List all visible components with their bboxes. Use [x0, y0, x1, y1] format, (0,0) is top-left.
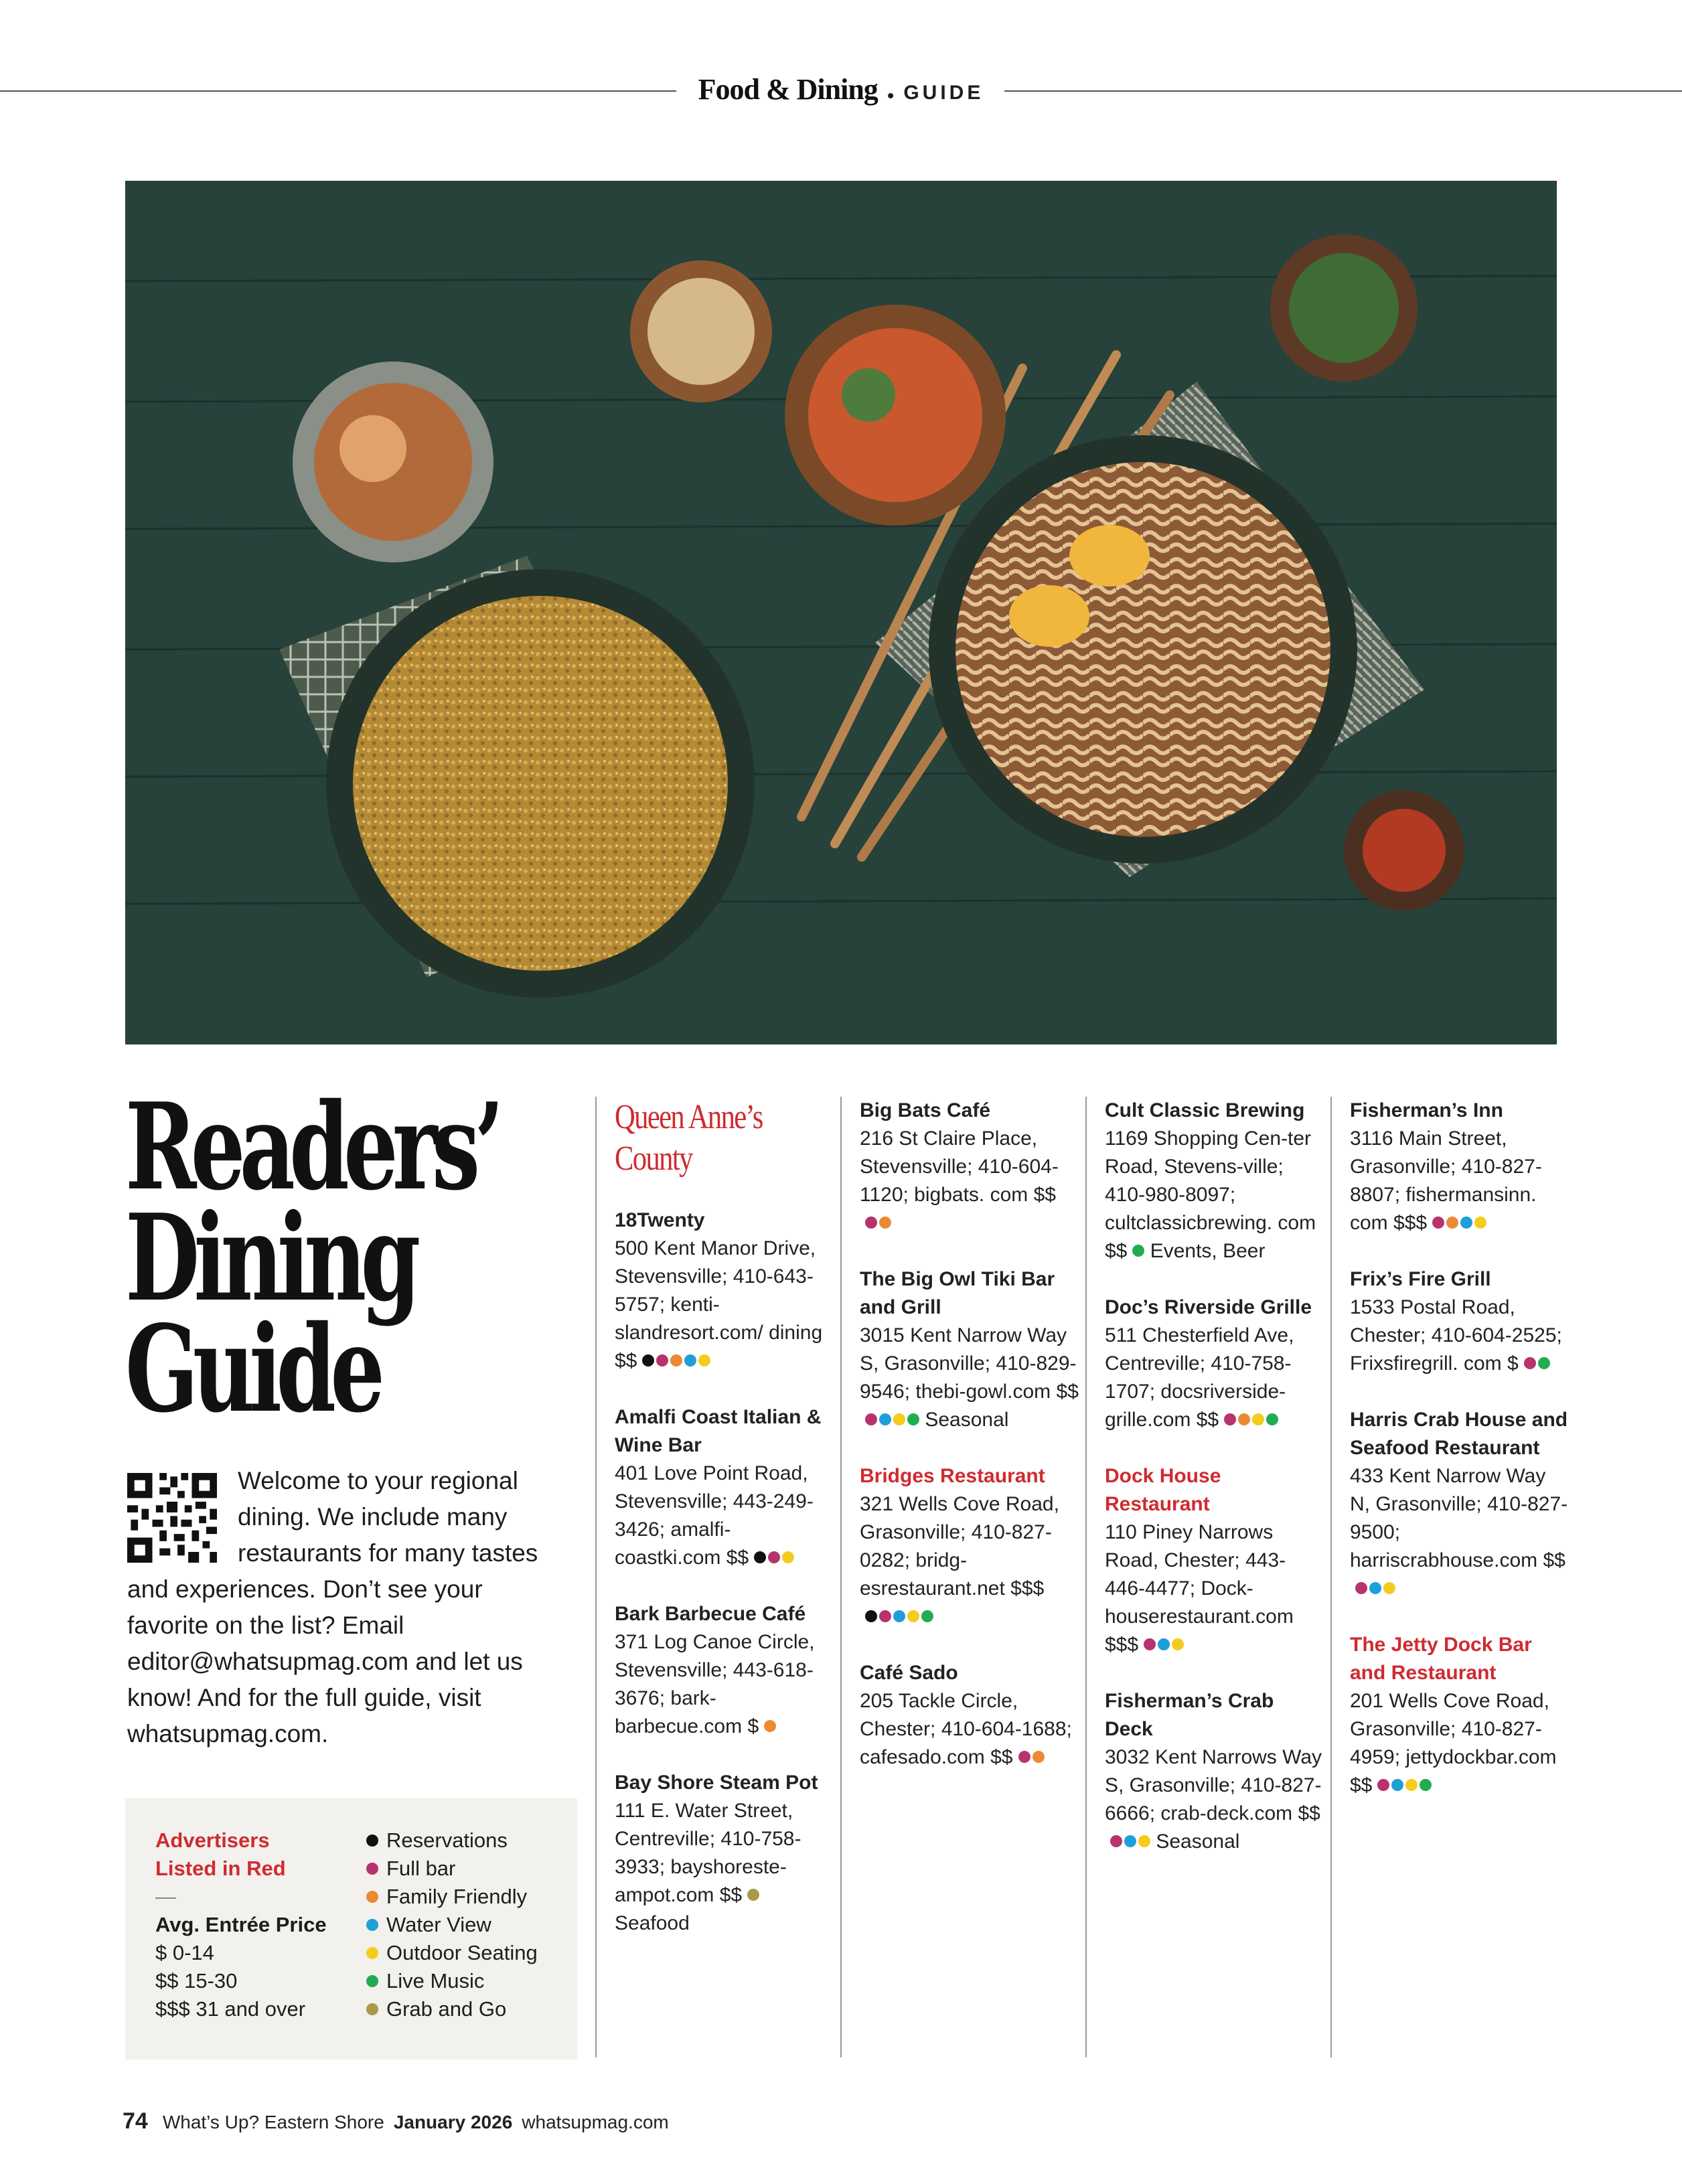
restaurant-details — [615, 1797, 836, 1938]
county-heading-line-2: County — [615, 1140, 692, 1178]
water-dot-icon — [1369, 1582, 1381, 1594]
restaurant-address: 110 Piney Narrows Road, Chester; 443-446-4477; Dock-houserestaurant.com — [1105, 1521, 1294, 1628]
column-divider — [840, 1097, 842, 2057]
amenity-dot-icon — [366, 1975, 378, 1987]
restaurant-name: Bridges Restaurant — [860, 1465, 1045, 1487]
price-tier: $$ — [1350, 1774, 1373, 1796]
grab-dot-icon — [747, 1889, 759, 1901]
issue-date: January 2026 — [393, 2112, 513, 2132]
county-heading-line-1: Queen Anne’s — [615, 1098, 763, 1136]
water-dot-icon — [1460, 1217, 1472, 1229]
price-tier: $$ — [726, 1547, 749, 1569]
price-tier: $$ — [615, 1350, 637, 1372]
restaurant-listing — [615, 1769, 836, 1938]
amenity-dots — [749, 1547, 794, 1569]
listing-column-1 — [615, 1097, 836, 1966]
section-name: Food & Dining — [698, 73, 878, 106]
family-dot-icon — [764, 1720, 776, 1732]
reservations-dot-icon — [754, 1551, 766, 1563]
music-dot-icon — [921, 1610, 933, 1622]
water-dot-icon — [1158, 1638, 1170, 1650]
price-tier-3: $$$ 31 and over — [155, 1997, 306, 2021]
column-divider — [595, 1097, 597, 2057]
amenity-key-item — [366, 1939, 538, 1967]
restaurant-name: Cult Classic Brewing — [1105, 1099, 1305, 1121]
restaurant-details — [1350, 1687, 1571, 1800]
amenity-label: Live Music — [386, 1969, 485, 1993]
restaurant-details — [1350, 1462, 1571, 1603]
amenity-key-item — [366, 1855, 538, 1883]
restaurant-name: Amalfi Coast Italian & Wine Bar — [615, 1406, 822, 1456]
outdoor-dot-icon — [1383, 1582, 1395, 1594]
price-tier: $$ — [1105, 1240, 1128, 1262]
restaurant-details — [1105, 1743, 1326, 1856]
price-tier-1: $ 0-14 — [155, 1941, 214, 1964]
water-dot-icon — [879, 1413, 891, 1425]
full-bar-dot-icon — [1377, 1779, 1389, 1791]
restaurant-details — [615, 1460, 836, 1572]
water-dot-icon — [684, 1354, 696, 1367]
restaurant-name: Harris Crab House and Seafood Restaurant — [1350, 1409, 1568, 1459]
restaurant-listing — [1105, 1462, 1326, 1659]
listing-column-2 — [860, 1097, 1081, 1800]
listing-entries — [860, 1097, 1081, 1772]
publication-name: What’s Up? Eastern Shore — [162, 2112, 384, 2132]
listing-note: Seasonal — [925, 1409, 1009, 1431]
full-bar-dot-icon — [1224, 1413, 1236, 1425]
restaurant-address: 3015 Kent Narrow Way S, Grasonville; 410-829-9546; thebi-gowl.com — [860, 1324, 1077, 1403]
restaurant-listing — [1105, 1097, 1326, 1265]
listing-note: Seasonal — [1156, 1830, 1240, 1853]
music-dot-icon — [1538, 1357, 1550, 1369]
price-tier: $$ — [1298, 1802, 1320, 1824]
column-divider — [1330, 1097, 1332, 2057]
restaurant-listing — [615, 1206, 836, 1375]
restaurant-name: Doc’s Riverside Grille — [1105, 1296, 1312, 1318]
restaurant-address: 433 Kent Narrow Way N, Grasonville; 410-827-9500; harriscrabhouse.com — [1350, 1465, 1568, 1571]
restaurant-address: 3116 Main Street, Grasonville; 410-827-8807; fishermansinn. com — [1350, 1127, 1542, 1234]
amenity-dot-icon — [366, 1891, 378, 1903]
full-bar-dot-icon — [656, 1354, 668, 1367]
restaurant-name: Bay Shore Steam Pot — [615, 1772, 818, 1794]
restaurant-name: The Big Owl Tiki Bar and Grill — [860, 1268, 1055, 1318]
price-tier: $$$ — [1010, 1577, 1045, 1600]
full-bar-dot-icon — [865, 1413, 877, 1425]
restaurant-name: 18Twenty — [615, 1209, 705, 1231]
amenity-dots — [860, 1212, 891, 1234]
restaurant-name: The Jetty Dock Bar and Restaurant — [1350, 1634, 1532, 1684]
outdoor-dot-icon — [907, 1610, 919, 1622]
water-dot-icon — [1124, 1835, 1136, 1847]
music-dot-icon — [1266, 1413, 1278, 1425]
price-key-title: Avg. Entrée Price — [155, 1913, 327, 1936]
family-dot-icon — [670, 1354, 682, 1367]
listing-note: Seafood — [615, 1912, 690, 1934]
restaurant-name: Dock House Restaurant — [1105, 1465, 1221, 1515]
header-label — [0, 70, 1682, 116]
amenity-dots — [1127, 1240, 1144, 1262]
restaurant-details — [615, 1235, 836, 1375]
amenity-dots — [759, 1715, 776, 1737]
full-bar-dot-icon — [865, 1217, 877, 1229]
amenity-dot-icon — [366, 1919, 378, 1931]
full-bar-dot-icon — [1110, 1835, 1122, 1847]
amenity-label: Reservations — [386, 1828, 508, 1852]
full-bar-dot-icon — [879, 1610, 891, 1622]
amenity-key — [366, 1826, 538, 2023]
restaurant-name: Café Sado — [860, 1662, 958, 1684]
restaurant-name: Frix’s Fire Grill — [1350, 1268, 1491, 1290]
full-bar-dot-icon — [768, 1551, 780, 1563]
restaurant-name: Bark Barbecue Café — [615, 1603, 806, 1625]
restaurant-address: 371 Log Canoe Circle, Stevensville; 443-618-3676; bark-barbecue.com — [615, 1631, 815, 1737]
family-dot-icon — [1446, 1217, 1458, 1229]
full-bar-dot-icon — [1018, 1751, 1030, 1763]
amenity-dots — [742, 1884, 759, 1906]
amenity-dots — [1427, 1212, 1486, 1234]
amenity-dots — [637, 1350, 710, 1372]
restaurant-listing — [860, 1462, 1081, 1631]
amenity-key-item — [366, 1995, 538, 2023]
amenity-key-item — [366, 1826, 538, 1855]
restaurant-listing — [615, 1600, 836, 1741]
amenity-dot-icon — [366, 1947, 378, 1959]
legend-divider: — — [155, 1885, 176, 1908]
family-dot-icon — [1238, 1413, 1250, 1425]
header-separator: • — [887, 84, 895, 107]
amenity-dots — [1105, 1830, 1150, 1853]
listing-entries — [1105, 1097, 1326, 1856]
amenity-dots — [860, 1409, 919, 1431]
restaurant-address: 216 St Claire Place, Stevensville; 410-604-1120; bigbats. com — [860, 1127, 1059, 1206]
amenity-dots — [1519, 1352, 1550, 1375]
restaurant-listing — [860, 1659, 1081, 1772]
outdoor-dot-icon — [893, 1413, 905, 1425]
restaurant-listing — [860, 1097, 1081, 1237]
outdoor-dot-icon — [1172, 1638, 1184, 1650]
restaurant-details — [860, 1687, 1081, 1772]
price-tier-2: $$ 15-30 — [155, 1969, 238, 1993]
legend-price-key — [155, 1826, 327, 2023]
restaurant-listing — [860, 1265, 1081, 1434]
amenity-dots — [860, 1606, 933, 1628]
price-tier: $ — [747, 1715, 759, 1737]
restaurant-name: Big Bats Café — [860, 1099, 991, 1121]
music-dot-icon — [1132, 1245, 1144, 1257]
family-dot-icon — [1033, 1751, 1045, 1763]
restaurant-address: 1533 Postal Road, Chester; 410-604-2525; Frixsfiregrill. com — [1350, 1296, 1562, 1375]
advertisers-note: Advertisers Listed in Red — [155, 1828, 286, 1880]
restaurant-details — [860, 1125, 1081, 1237]
title-line-2: Dining — [125, 1188, 415, 1328]
restaurant-address: 321 Wells Cove Road, Grasonville; 410-827-0282; bridg-esrestaurant.net — [860, 1493, 1059, 1600]
section-tag: GUIDE — [903, 82, 984, 104]
restaurant-listing — [1105, 1687, 1326, 1856]
restaurant-address: 201 Wells Cove Road, Grasonville; 410-827-4959; jettydockbar.com — [1350, 1690, 1557, 1768]
restaurant-address: 3032 Kent Narrows Way S, Grasonville; 410-827-6666; crab-deck.com — [1105, 1746, 1322, 1824]
intro-text — [127, 1463, 556, 1752]
title-line-1: Readers’ — [125, 1077, 499, 1217]
restaurant-listing — [615, 1403, 836, 1572]
county-heading — [615, 1097, 796, 1180]
full-bar-dot-icon — [1144, 1638, 1156, 1650]
price-tier: $$$ — [1105, 1634, 1139, 1656]
family-dot-icon — [879, 1217, 891, 1229]
full-bar-dot-icon — [1355, 1582, 1367, 1594]
amenity-label: Grab and Go — [386, 1997, 507, 2021]
outdoor-dot-icon — [1252, 1413, 1264, 1425]
amenity-dots — [1138, 1634, 1184, 1656]
full-bar-dot-icon — [1432, 1217, 1444, 1229]
restaurant-listing — [1350, 1097, 1571, 1237]
restaurant-details — [1350, 1125, 1571, 1237]
music-dot-icon — [1420, 1779, 1432, 1791]
page-footer — [123, 2108, 669, 2134]
restaurant-details — [1350, 1294, 1571, 1378]
restaurant-address: 511 Chesterfield Ave, Centreville; 410-758-1707; docsriverside-grille.com — [1105, 1324, 1294, 1431]
hero-food-photo — [125, 181, 1557, 1044]
page-header — [0, 70, 1682, 110]
restaurant-name: Fisherman’s Crab Deck — [1105, 1690, 1274, 1740]
amenity-key-item — [366, 1911, 538, 1939]
water-dot-icon — [893, 1610, 905, 1622]
amenity-dots — [1350, 1577, 1395, 1600]
listing-entries — [1350, 1097, 1571, 1800]
restaurant-details — [1105, 1518, 1326, 1659]
outdoor-dot-icon — [1474, 1217, 1486, 1229]
restaurant-address: 500 Kent Manor Drive, Stevensville; 410-643-5757; kenti-slandresort.com/ dining — [615, 1237, 823, 1344]
listing-column-4 — [1350, 1097, 1571, 1828]
restaurant-address: 401 Love Point Road, Stevensville; 443-249-3426; amalfi-coastki.com — [615, 1462, 814, 1569]
price-tier: $ — [1507, 1352, 1519, 1375]
amenity-label: Water View — [386, 1913, 491, 1936]
listing-column-3 — [1105, 1097, 1326, 1884]
restaurant-details — [615, 1628, 836, 1741]
amenity-key-item — [366, 1883, 538, 1911]
restaurant-details — [1105, 1125, 1326, 1265]
footer-site-link[interactable]: whatsupmag.com — [522, 2112, 669, 2132]
price-tier: $$ — [990, 1746, 1013, 1768]
listing-note: Events, Beer — [1150, 1240, 1266, 1262]
page-title — [125, 1077, 499, 1439]
restaurant-address: 1169 Shopping Cen-ter Road, Stevens-ville; 410-980-8097; cultclassicbrewing. com — [1105, 1127, 1316, 1234]
restaurant-listing — [1350, 1406, 1571, 1603]
amenity-dots — [1013, 1746, 1045, 1768]
outdoor-dot-icon — [1138, 1835, 1150, 1847]
price-tier: $$ — [1056, 1381, 1079, 1403]
restaurant-details — [860, 1322, 1081, 1434]
restaurant-address: 205 Tackle Circle, Chester; 410-604-1688; cafesado.com — [860, 1690, 1072, 1768]
amenity-dots — [1219, 1409, 1278, 1431]
outdoor-dot-icon — [782, 1551, 794, 1563]
amenity-dot-icon — [366, 1835, 378, 1847]
listing-entries — [615, 1206, 836, 1938]
price-tier: $$ — [1196, 1409, 1219, 1431]
reservations-dot-icon — [642, 1354, 654, 1367]
music-dot-icon — [907, 1413, 919, 1425]
page-number: 74 — [123, 2108, 148, 2134]
amenity-key-item — [366, 1967, 538, 1995]
price-tier: $$$ — [1393, 1212, 1428, 1234]
food-photo-illustration — [125, 181, 1557, 1044]
outdoor-dot-icon — [1405, 1779, 1418, 1791]
water-dot-icon — [1391, 1779, 1403, 1791]
restaurant-listing — [1350, 1265, 1571, 1378]
restaurant-listing — [1350, 1631, 1571, 1800]
reservations-dot-icon — [865, 1610, 877, 1622]
outdoor-dot-icon — [698, 1354, 710, 1367]
intro-body: Welcome to your regional dining. We include many restaurants for many tastes and experiences. Don’t see your favorite on the list? Email editor@whatsupmag.com and let us know! And for the full guide, visit whatsupmag.com. — [127, 1467, 538, 1747]
title-line-3: Guide — [125, 1299, 380, 1439]
restaurant-address: 111 E. Water Street, Centreville; 410-758-3933; bayshoreste-ampot.com — [615, 1800, 801, 1906]
restaurant-details — [1105, 1322, 1326, 1434]
restaurant-name: Fisherman’s Inn — [1350, 1099, 1503, 1121]
amenity-label: Full bar — [386, 1857, 456, 1880]
price-tier: $$ — [1543, 1549, 1565, 1571]
price-tier: $$ — [1033, 1184, 1056, 1206]
restaurant-listing — [1105, 1294, 1326, 1434]
amenity-dots — [1372, 1774, 1432, 1796]
restaurant-details — [860, 1490, 1081, 1631]
column-divider — [1085, 1097, 1087, 2057]
price-tier: $$ — [719, 1884, 743, 1906]
full-bar-dot-icon — [1524, 1357, 1536, 1369]
amenity-label: Family Friendly — [386, 1885, 528, 1908]
amenity-dot-icon — [366, 1863, 378, 1875]
legend-box — [125, 1798, 577, 2059]
amenity-dot-icon — [366, 2003, 378, 2015]
amenity-label: Outdoor Seating — [386, 1941, 538, 1964]
